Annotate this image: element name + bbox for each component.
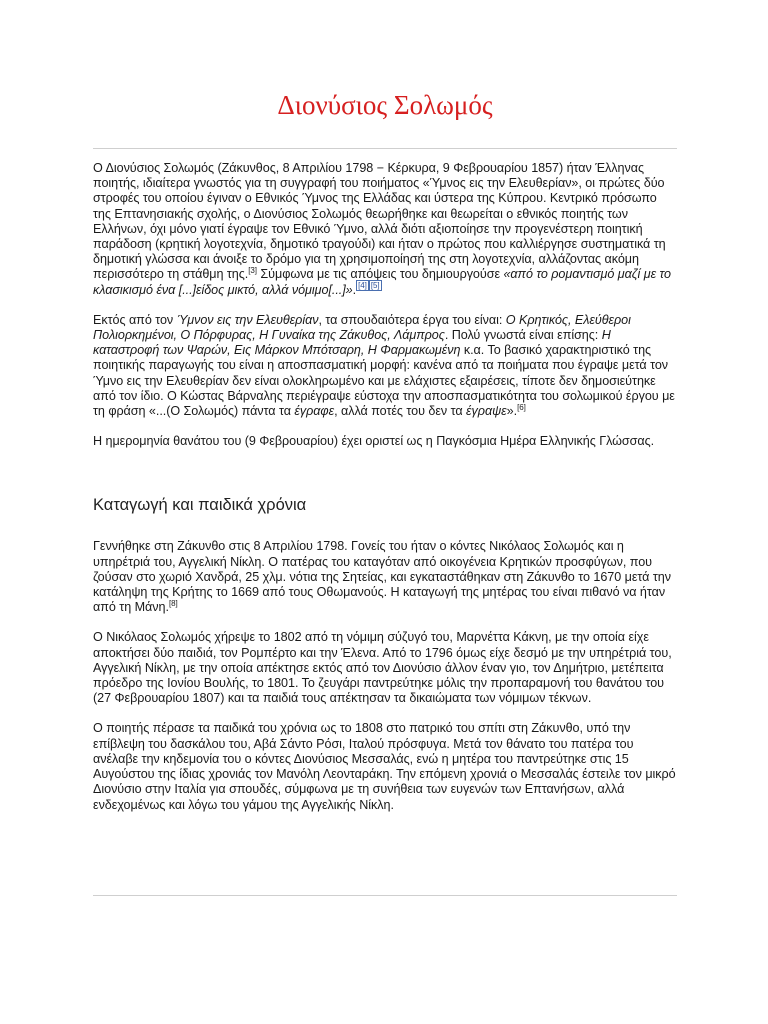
intro-text: Ο Διονύσιος Σολωμός (Ζάκυνθος, 8 Απριλίου 1798 − Κέρκυρα, 9 Φεβρουαρίου 1857) ήταν Έλληνας ποιητής, ιδιαίτερα γνωστός για τη συγγραφή του ποιήματος «Ύμνος εις την Ελευθερίαν», οι πρώτες δύο στροφές του οποίου έγιναν ο Εθνικός Ύμνος της Ελλάδας και ύστερα της Κύπρου. Κεντρικό πρόσωπο της Επτανησιακής σχολής, ο Διονύσιος Σολωμός θεωρήθηκε και θεωρείται ο εθνικός ποιητής των Ελλήνων, όχι μόνο γιατί έγραψε τον Εθνικό Ύμνο, αλλά διότι αξιοποίησε την προγενέστερη ποιητική παράδοση (κρητική λογοτεχνία, δημοτικό τραγούδι) και ήταν ο πρώτος που καλλιέργησε συστηματικά τη δημοτική γλώσσα και άνοιξε το δρόμο για τη χρησιμοποίησή της στη λογοτεχνία, αλλάζοντας ακόμη περισσότερο τη στάθμη της. (93, 161, 666, 282)
section-paragraph-3: Ο ποιητής πέρασε τα παιδικά του χρόνια ως το 1808 στο πατρικό του σπίτι στη Ζάκυνθο, υπό την επίβλεψη του δασκάλου του, Αβά Σάντο Ρόσι, Ιταλού πρόσφυγα. Μετά τον θάνατο του πατέρα του ανέλαβε την κηδεμονία του ο κόντες Διονύσιος Μεσσαλάς, ενώ η μητέρα του παντρεύτηκε στις 15 Αυγούστου της ίδιας χρονιάς τον Μανόλη Λεονταράκη. Την επόμενη χρονιά ο Μεσσαλάς έστειλε τον μικρό Διονύσιο στην Ιταλία για σπουδές, σύμφωνα με τη συνήθεια των ευγενών των Επτανήσων, αλλά ενδεχομένως και λόγω του γάμου της Αγγελικής Νίκλη. (93, 721, 676, 812)
article (93, 0, 677, 813)
footnote-ref-4[interactable]: [4] (358, 281, 367, 291)
section-paragraph-2: Ο Νικόλαος Σολωμός χήρεψε το 1802 από τη νόμιμη σύζυγό του, Μαρνέττα Κάκνη, με την οποία είχε αποκτήσει δύο παιδιά, τον Ρομπέρτο και την Έλενα. Από το 1796 όμως είχε δεσμό με την υπηρέτριά του, Αγγελική Νίκλη, με την οποία απέκτησε εκτός από τον Διονύσιο άλλον έναν γιο, τον Δημήτριο, μετέπειτα πρόεδρο της Ιονίου Βουλής, το 1801. Το ζευγάρι παντρεύτηκε μόλις την προπαραμονή του θανάτου του (27 Φεβρουαρίου 1807) και τα παιδιά τους απέκτησαν τα δικαιώματα των νόμιμων τέκνων. (93, 630, 672, 706)
footnote-ref-6[interactable]: [6] (517, 402, 526, 412)
footnote-ref-5[interactable]: [5] (370, 281, 380, 291)
section-heading: Καταγωγή και παιδικά χρόνια (93, 496, 307, 515)
works-text-c: . Πολύ γνωστά είναι επίσης: (444, 328, 602, 343)
quote-egrapse: έγραψε (466, 404, 507, 419)
intro-period: . (352, 282, 357, 297)
works-text-a: Εκτός από τον (93, 312, 177, 327)
section-text-1: Γεννήθηκε στη Ζάκυνθο στις 8 Απριλίου 1798. Γονείς του ήταν ο κόντες Νικόλαος Σολωμός και η υπηρέτριά του, Αγγελική Νίκλη. Ο πατέρας του καταγόταν από οικογένεια Κρητικών προσφύγων, που ζούσαν στο χωριό Χανδρά, 25 χλμ. νότια της Σητείας, και εγκαταστάθηκαν στη Ζάκυνθο το 1670 μετά την κατάληψη της Κρήτης το 1669 από τους Οθωμανούς. Η καταγωγή της μητέρας του είναι πιθανό να ήταν από τη Μάνη. (93, 539, 671, 615)
bottom-divider (93, 895, 677, 896)
works-text-f: ». (506, 404, 518, 419)
intro-paragraph-1 (93, 161, 677, 298)
works-text-b: , τα σπουδαιότερα έργα του είναι: (318, 312, 506, 327)
works-text-d: κ.α. Το βασικό χαρακτηριστικό της ποιητικής παραγωγής του είναι η αποσπασματική μορφή: κανένα από τα ποιήματα που έγραψε μετά τον Ύμνο εις την Ελευθερίαν δεν είναι ολοκληρωμένο και με ελάχιστες εξαιρέσεις, τίποτε δεν δημοσιεύτηκε από τον ίδιο. Ο Κώστας Βάρναλης περιέγραψε εύστοχα την αποσπασματικότητα του σολωμικού έργου με τη φράση «...(Ο Σολωμός) πάντα τα (93, 343, 675, 419)
works-title-hymn: Ύμνον εις την Ελευθερίαν (176, 312, 319, 327)
intro-paragraph-2 (93, 313, 677, 419)
works-list-main: Ο Κρητικός, Ελεύθεροι Πολιορκημένοι, Ο Πόρφυρας, Η Γυναίκα της Ζάκυθος, Λάμπρος (93, 312, 631, 343)
quote-egrafe: έγραφε (294, 404, 335, 419)
intro-text-2: Σύμφωνα με τις απόψεις του δημιουργούσε (256, 267, 504, 282)
works-list-known: Η καταστροφή των Ψαρών, Εις Μάρκον Μπότσαρη, Η Φαρμακωμένη (93, 328, 611, 358)
page-title: Διονύσιος Σολωμός (277, 90, 493, 120)
works-text-e: , αλλά ποτές του δεν τα (334, 404, 467, 419)
title-divider (93, 148, 677, 149)
footnote-ref-8[interactable]: [8] (168, 599, 178, 609)
section-paragraph-1 (93, 539, 677, 615)
footnote-ref-3[interactable]: [3] (248, 266, 257, 276)
intro-paragraph-3: Η ημερομηνία θανάτου του (9 Φεβρουαρίου) έχει οριστεί ως η Παγκόσμια Ημέρα Ελληνικής Γλώσσας. (93, 434, 655, 449)
intro-quote: «από το ρομαντισμό μαζί με το κλασικισμό ένα [...]είδος μικτό, αλλά νόμιμο[...]» (93, 267, 671, 297)
